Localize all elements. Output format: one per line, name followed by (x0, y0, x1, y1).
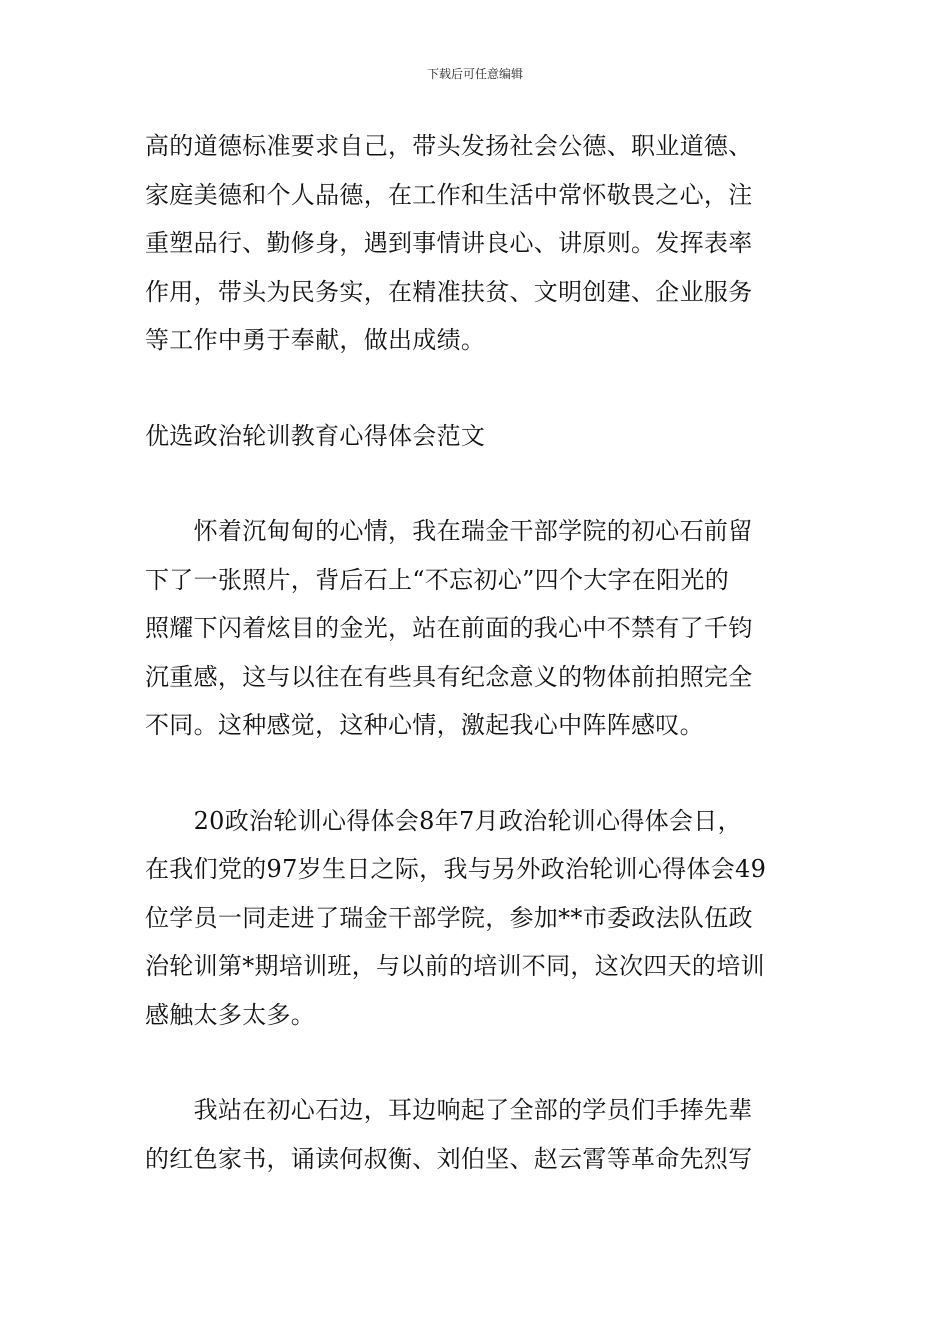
text-line: 不同。这种感觉，这种心情，激起我心中阵阵感叹。 (145, 711, 704, 739)
text-line: 照耀下闪着炫目的金光，站在前面的我心中不禁有了千钧 (145, 614, 753, 642)
text-line: 在我们党的97岁生日之际，我与另外政治轮训心得体会49 (145, 855, 767, 883)
text-line: 等工作中勇于奉献，做出成绩。 (145, 326, 486, 354)
text-line: 家庭美德和个人品德，在工作和生活中常怀敬畏之心，注 (145, 180, 753, 209)
text-line: 怀着沉甸甸的心情，我在瑞金干部学院的初心石前留 (145, 517, 753, 545)
text-line: 下了一张照片，背后石上“不忘初心”四个大字在阳光的 (145, 565, 730, 594)
text-line: 高的道德标准要求自己，带头发扬社会公德、职业道德、 (145, 132, 753, 160)
paragraph-gap (145, 365, 810, 412)
text-line: 20政治轮训心得体会8年7月政治轮训心得体会日， (145, 806, 742, 835)
text-line: 我站在初心石边，耳边响起了全部的学员们手捧先辈 (145, 1096, 753, 1124)
paragraph-2 (145, 507, 810, 750)
text-line: 位学员一同走进了瑞金干部学院，参加**市委政法队伍政 (145, 903, 753, 932)
document-body (145, 122, 810, 1183)
paragraph-gap (145, 750, 810, 797)
paragraph-gap (145, 1039, 810, 1086)
paragraph-gap (145, 460, 810, 507)
text-line: 治轮训第*期培训班，与以前的培训不同，这次四天的培训 (145, 952, 765, 980)
text-line: 感触太多太多。 (145, 1000, 316, 1029)
text-line: 沉重感，这与以往在有些具有纪念意义的物体前拍照完全 (145, 662, 753, 691)
page-header: 下载后可任意编辑 (426, 67, 523, 81)
paragraph-1 (145, 122, 810, 365)
section-title: 优选政治轮训教育心得体会范文 (145, 421, 486, 450)
text-line: 的红色家书，诵读何叔衡、刘伯坚、赵云霄等革命先烈写 (145, 1144, 753, 1173)
text-line: 作用，带头为民务实，在精准扶贫、文明创建、企业服务 (145, 277, 753, 306)
paragraph-3 (145, 797, 810, 1040)
paragraph-4 (145, 1086, 810, 1183)
text-line: 重塑品行、勤修身，遇到事情讲良心、讲原则。发挥表率 (145, 229, 753, 257)
